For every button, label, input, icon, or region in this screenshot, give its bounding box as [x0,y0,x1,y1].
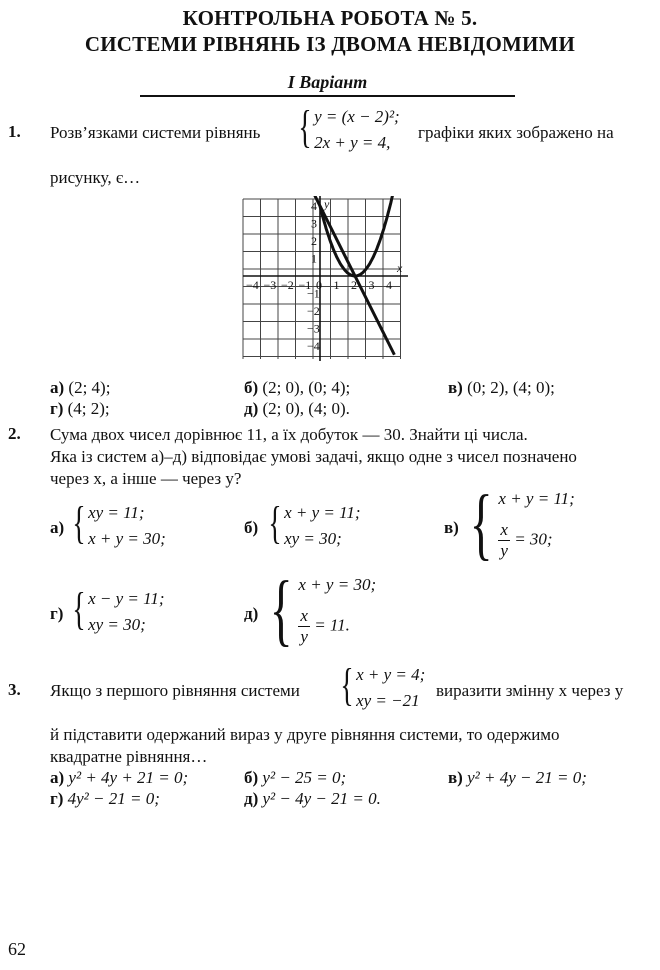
question-3-text-after: виразити змінну x через y [436,681,624,700]
question-1-graph [240,196,410,364]
q2-option-v-label[interactable]: в) [444,518,459,537]
system-equation: y = (x − 2)²; [314,107,400,126]
question-1-text-after: графіки яких зображено на [418,123,614,142]
x-tick-label: 0 [316,278,322,292]
heading-rule [140,95,515,97]
y-tick-label: −4 [307,339,320,353]
q1-option-b[interactable]: б) (2; 0), (0; 4); [244,378,351,397]
question-3-line3: квадратне рівняння… [50,747,208,766]
x-tick-label: −1 [298,278,312,292]
x-axis-label: x [397,261,403,275]
y-tick-label: 2 [311,234,317,248]
q1-option-a[interactable]: а) (2; 4); [50,378,111,397]
page-number: 62 [8,939,26,959]
question-3-number: 3. [8,680,21,699]
page-title: КОНТРОЛЬНА РОБОТА № 5. [182,6,478,30]
y-tick-label: −1 [307,286,320,301]
q2-option-b-system: { x + y = 11; xy = 30; [268,497,361,548]
x-tick-label: 2 [351,278,357,292]
question-3-system: { x + y = 4; xy = −21 [340,659,426,710]
y-tick-label: −3 [307,321,320,336]
y-axis-label: y [324,197,330,211]
question-2-number: 2. [8,424,21,443]
q3-option-g[interactable]: г) 4y² − 21 = 0; [50,789,160,808]
system-equation: 2x + y = 4, [314,133,391,152]
x-tick-label: −2 [281,278,294,292]
question-1-text-before: Розв’язками системи рівнянь [50,123,261,142]
q2-option-v-system: { x + y = 11; $\frac{x}{y}$ = 30; [469,480,575,568]
question-3-line2: й підставити одержаний вираз у друге рівняння системи, то одержимо [50,725,560,744]
q2-option-a-label[interactable]: а) [50,518,65,537]
question-2-line3: через x, а інше — через y? [50,469,242,488]
y-tick-label: −2 [307,304,320,318]
x-tick-label: −3 [263,278,277,292]
question-2-line2: Яка із систем а)–д) відповідає умові задачі, якщо одне з чисел позначено [50,447,577,466]
q2-option-a-system: { xy = 11; x + y = 30; [72,497,166,548]
y-tick-label: 1 [311,251,317,266]
page-subtitle: СИСТЕМИ РІВНЯНЬ ІЗ ДВОМА НЕВІДОМИМИ [84,32,576,56]
q3-option-v[interactable]: в) y² + 4y − 21 = 0; [448,768,587,787]
q3-option-d[interactable]: д) y² − 4y − 21 = 0. [244,789,381,808]
question-1-number: 1. [8,122,21,141]
q2-option-g-label[interactable]: г) [50,604,64,623]
q2-option-b-label[interactable]: б) [244,518,259,537]
q1-option-g[interactable]: г) (4; 2); [50,399,110,418]
q2-option-d-label[interactable]: д) [244,604,259,623]
q2-option-g-system: { x − y = 11; xy = 30; [72,583,165,634]
q1-option-v[interactable]: в) (0; 2), (4; 0); [448,378,555,397]
x-tick-label: 4 [386,278,392,292]
question-1-system [294,101,400,156]
q3-option-b[interactable]: б) y² − 25 = 0; [244,768,347,787]
q1-option-d[interactable]: д) (2; 0), (4; 0). [244,399,350,418]
brace-glyph: { [298,101,312,152]
question-3-text-before: Якщо з першого рівняння системи [50,681,300,700]
y-tick-label: 3 [311,216,317,231]
q3-option-a[interactable]: а) y² + 4y + 21 = 0; [50,768,189,787]
variant-heading: І Варіант [287,72,368,92]
x-tick-label: −4 [246,278,259,292]
question-2-line1: Сума двох чисел дорівнює 11, а їх добуток — 30. Знайти ці числа. [50,425,528,444]
y-tick-label: 4 [311,199,317,213]
q2-option-d-system: { x + y = 30; $\frac{x}{y}$ = 11. [269,566,377,654]
x-tick-label: 1 [333,278,340,292]
question-1-text-line2: рисунку, є… [50,168,141,187]
x-tick-label: 3 [368,278,375,292]
